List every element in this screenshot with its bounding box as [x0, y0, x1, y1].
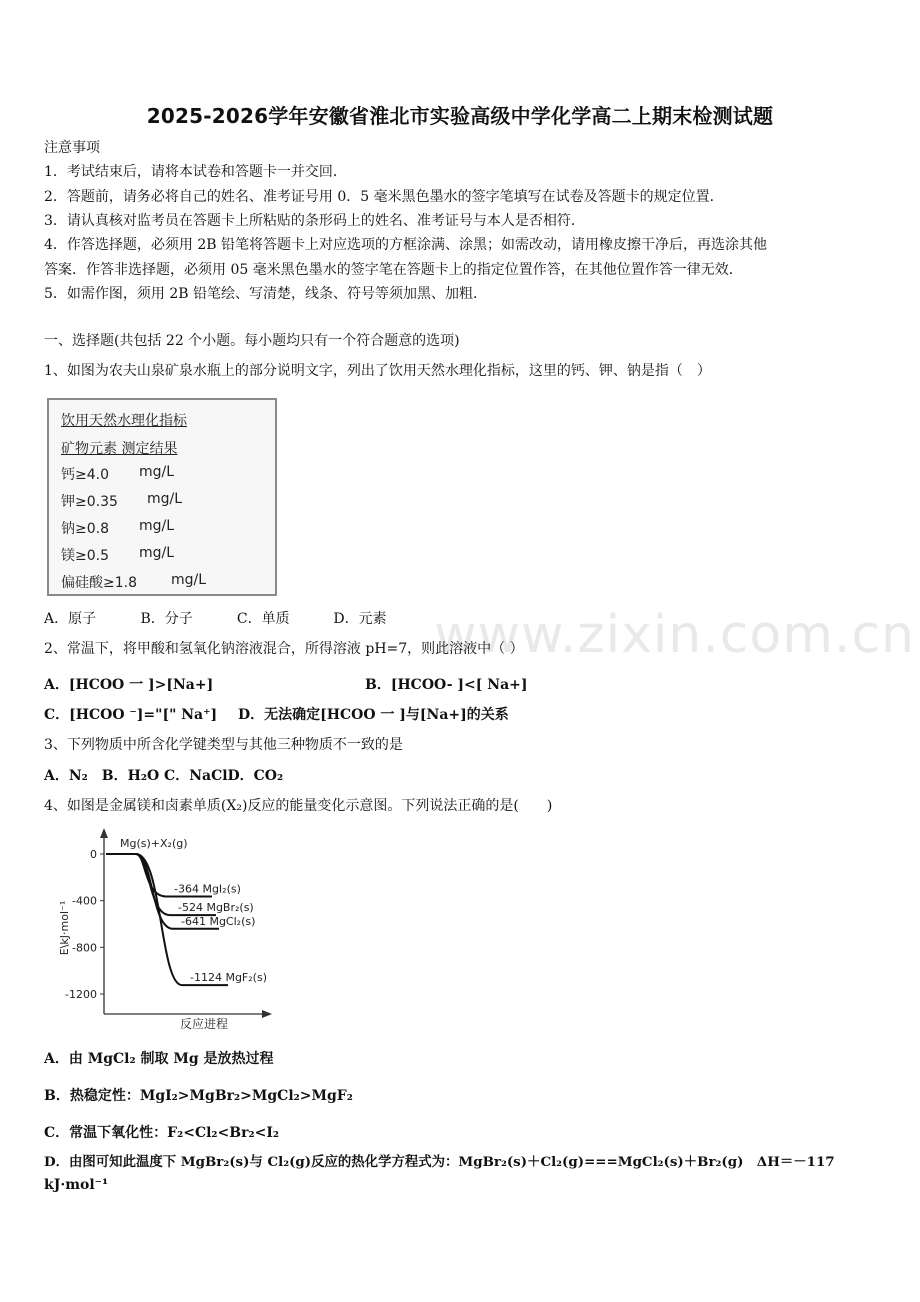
- question-3-options[interactable]: A．N₂ B．H₂O C．NaClD．CO₂: [44, 768, 284, 784]
- option-c[interactable]: C．常温下氧化性：F₂<Cl₂<Br₂<I₂: [44, 1125, 280, 1141]
- x-axis-arrow: [262, 1010, 272, 1018]
- option-c[interactable]: C．[HCOO ⁻]="[" Na⁺]: [44, 707, 218, 723]
- notice-item: 5．如需作图，须用 2B 铅笔绘、写清楚，线条、符号等须加黑、加粗．: [44, 286, 488, 302]
- mineral-label-image: [47, 398, 277, 596]
- y-tick-label: 0: [90, 848, 97, 861]
- section-heading: 一、选择题(共包括 22 个小题。每小题均只有一个符合题意的选项): [44, 333, 460, 349]
- question-4-stem: 4、如图是金属镁和卤素单质(X₂)反应的能量变化示意图。下列说法正确的是( ): [44, 798, 553, 814]
- notice-item: 3．请认真核对监考员在答题卡上所粘贴的条形码上的姓名、准考证号与本人是否相符．: [44, 213, 585, 229]
- option-a[interactable]: A．由 MgCl₂ 制取 Mg 是放热过程: [44, 1051, 274, 1067]
- mineral-row-unit: mg/L: [147, 491, 183, 507]
- option-d-continued: kJ·mol⁻¹: [44, 1177, 109, 1193]
- notice-heading: 注意事项: [44, 140, 100, 156]
- question-3-stem: 3、下列物质中所含化学键类型与其他三种物质不一致的是: [44, 737, 403, 753]
- option-d[interactable]: D．元素: [333, 611, 387, 627]
- notice-item: 2．答题前，请务必将自己的姓名、准考证号用 0．5 毫米黑色墨水的签字笔填写在试卷及答题卡的规定位置．: [44, 189, 724, 205]
- y-axis-label: E\kJ·mol⁻¹: [58, 900, 71, 956]
- mineral-row-unit: mg/L: [139, 464, 175, 480]
- curve-label: -1124 MgF₂(s): [190, 971, 267, 985]
- watermark: www.zixin.com.cn: [434, 605, 915, 665]
- option-a[interactable]: A．[HCOO 一 ]>[Na+]: [44, 677, 214, 693]
- option-a[interactable]: A．原子: [44, 611, 97, 627]
- option-b[interactable]: B．热稳定性：MgI₂>MgBr₂>MgCl₂>MgF₂: [44, 1088, 353, 1104]
- curve-label: -641 MgCl₂(s): [181, 914, 256, 928]
- notice-item: 答案．作答非选择题，必须用 05 毫米黑色墨水的签字笔在答题卡上的指定位置作答，在其他位置作答一律无效．: [44, 262, 743, 278]
- y-axis-arrow: [100, 828, 108, 838]
- question-2-stem: 2、常温下，将甲酸和氢氧化钠溶液混合，所得溶液 pH=7，则此溶液中（ ）: [44, 641, 524, 657]
- x-axis-label: 反应进程: [179, 1017, 229, 1031]
- y-tick-label: -800: [72, 941, 97, 955]
- option-b[interactable]: B．[HCOO- ]<[ Na+]: [365, 677, 528, 693]
- mineral-subheading: 矿物元素 测定结果: [61, 441, 178, 457]
- mineral-row-unit: mg/L: [171, 572, 207, 588]
- notice-item: 1．考试结束后，请将本试卷和答题卡一并交回．: [44, 164, 347, 180]
- page-title: 2025-2026学年安徽省淮北市实验高级中学化学高二上期末检测试题: [146, 104, 774, 128]
- mineral-row-name: 钾≥0.35: [61, 494, 118, 510]
- mineral-row-name: 偏硅酸≥1.8: [61, 575, 137, 591]
- mineral-row-unit: mg/L: [139, 518, 175, 534]
- option-d[interactable]: D．无法确定[HCOO 一 ]与[Na+]的关系: [238, 707, 509, 723]
- option-b[interactable]: B．分子: [140, 611, 193, 627]
- curve-label: -364 MgI₂(s): [174, 882, 241, 896]
- mineral-heading: 饮用天然水理化指标: [61, 413, 187, 429]
- curve-label: -524 MgBr₂(s): [178, 901, 254, 915]
- notice-item: 4．作答选择题，必须用 2B 铅笔将答题卡上对应选项的方框涂满、涂黑；如需改动，请用橡皮擦干净后，再选涂其他: [44, 237, 767, 253]
- option-d[interactable]: D．由图可知此温度下 MgBr₂(s)与 Cl₂(g)反应的热化学方程式为：MgBr₂(s)＋Cl₂(g)===MgCl₂(s)＋Br₂(g) ΔH＝－117: [44, 1154, 835, 1170]
- mineral-row-name: 钙≥4.0: [61, 467, 109, 483]
- mineral-row-name: 镁≥0.5: [61, 548, 109, 564]
- question-1-stem: 1、如图为农夫山泉矿泉水瓶上的部分说明文字，列出了饮用天然水理化指标，这里的钙、钾、钠是指（ ）: [44, 363, 711, 379]
- y-tick-label: -400: [72, 894, 97, 908]
- option-c[interactable]: C．单质: [236, 611, 290, 627]
- mineral-row-name: 钠≥0.8: [61, 521, 109, 537]
- mineral-row-unit: mg/L: [139, 545, 175, 561]
- energy-diagram: [44, 826, 274, 1036]
- start-label: Mg(s)+X₂(g): [120, 837, 188, 850]
- y-tick-label: -1200: [65, 988, 97, 1001]
